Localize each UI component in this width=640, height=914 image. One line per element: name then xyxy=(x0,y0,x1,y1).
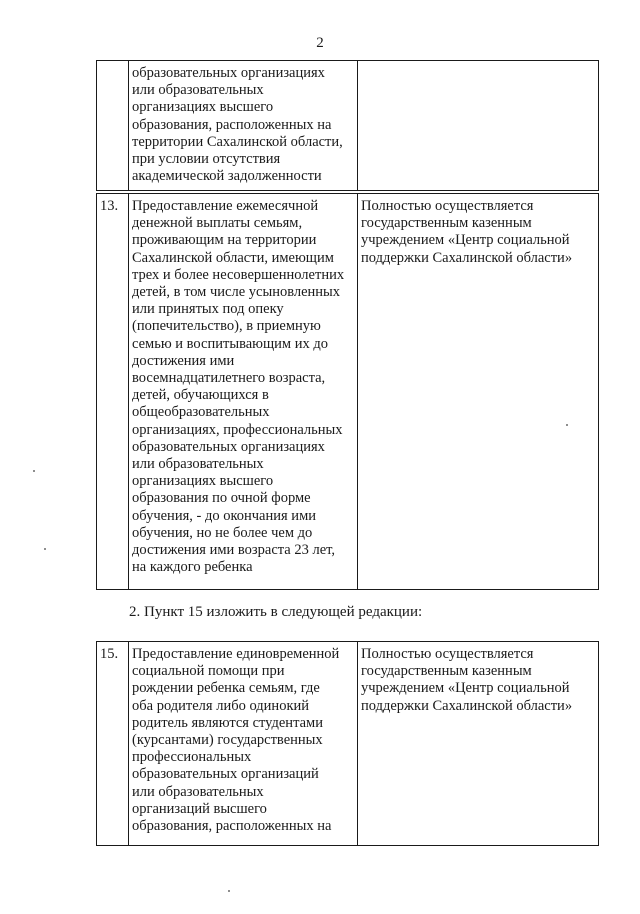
row-description-text xyxy=(132,198,353,576)
row-number-cell xyxy=(97,61,129,191)
text-line: оба родителя либо одинокий xyxy=(132,697,310,714)
text-line: образовательных организаций xyxy=(132,766,319,783)
text-line: Сахалинской области, имеющим xyxy=(132,249,334,266)
scan-speckle xyxy=(566,424,568,426)
text-line: трех и более несовершеннолетних xyxy=(132,266,345,283)
text-line: проживающим на территории xyxy=(132,232,317,249)
text-line: организациях высшего xyxy=(132,473,274,490)
text-line: территории Сахалинской области, xyxy=(132,133,343,150)
row-number-cell: 15. xyxy=(97,642,129,846)
text-line: учреждением «Центр социальной xyxy=(361,232,570,249)
text-line: обучения, - до окончания ими xyxy=(132,507,317,524)
row-executor-text xyxy=(361,646,594,715)
text-line: образовательных организациях xyxy=(132,438,325,455)
row-description-cell xyxy=(129,194,358,590)
scan-speckle xyxy=(44,548,46,550)
text-line: при условии отсутствия xyxy=(132,151,281,168)
text-line: поддержки Сахалинской области» xyxy=(361,697,573,714)
text-line: или образовательных xyxy=(132,456,264,473)
row-description-cell xyxy=(129,642,358,846)
table-row-15 xyxy=(96,641,599,846)
text-line: детей, обучающихся в xyxy=(132,387,269,404)
text-line: профессиональных xyxy=(132,749,252,766)
text-line: достижения ими возраста 23 лет, xyxy=(132,542,336,559)
text-line: поддержки Сахалинской области» xyxy=(361,249,573,266)
text-line: образования, расположенных на xyxy=(132,818,332,835)
text-line: социальной помощи при xyxy=(132,663,285,680)
row-executor-cell xyxy=(358,61,599,191)
text-line: родитель являются студентами xyxy=(132,714,323,731)
text-line: Полностью осуществляется xyxy=(361,646,534,662)
text-line: или образовательных xyxy=(132,783,264,800)
row-description-cell xyxy=(129,61,358,191)
text-line: организаций высшего xyxy=(132,800,267,817)
row-executor-cell xyxy=(358,642,599,846)
text-line: восемнадцатилетнего возраста, xyxy=(132,370,326,387)
scan-speckle xyxy=(228,890,230,892)
row-executor-cell xyxy=(358,194,599,590)
text-line: или принятых под опеку xyxy=(132,301,284,318)
row-executor-text xyxy=(361,198,594,267)
text-line: (попечительство), в приемную xyxy=(132,318,321,335)
table-row-continuation xyxy=(96,60,599,191)
amendment-instruction: 2. Пункт 15 изложить в следующей редакции: xyxy=(129,604,423,620)
text-line: детей, в том числе усыновленных xyxy=(132,284,341,301)
text-line: денежной выплаты семьям, xyxy=(132,215,303,232)
text-line: общеобразовательных xyxy=(132,404,270,421)
text-line: организациях высшего xyxy=(132,99,274,116)
text-line: образования по очной форме xyxy=(132,490,311,507)
row-description-text xyxy=(132,646,353,835)
text-line: обучения, но не более чем до xyxy=(132,524,313,541)
text-line: государственным казенным xyxy=(361,215,532,232)
row-description-text xyxy=(132,65,353,185)
text-line: (курсантами) государственных xyxy=(132,732,323,749)
text-line: академической задолженности xyxy=(132,168,322,185)
text-line: или образовательных xyxy=(132,82,264,99)
text-line: Предоставление единовременной xyxy=(132,646,340,662)
table-row-13 xyxy=(96,193,599,590)
text-line: образования, расположенных на xyxy=(132,116,332,133)
text-line: Предоставление ежемесячной xyxy=(132,198,319,214)
page-number: 2 xyxy=(316,35,324,51)
row-number-cell: 13. xyxy=(97,194,129,590)
text-line: организациях, профессиональных xyxy=(132,421,343,438)
text-line: Полностью осуществляется xyxy=(361,198,534,214)
scan-speckle xyxy=(33,470,35,472)
text-line: государственным казенным xyxy=(361,663,532,680)
text-line: на каждого ребенка xyxy=(132,559,253,576)
text-line: рождении ребенка семьям, где xyxy=(132,680,320,697)
text-line: учреждением «Центр социальной xyxy=(361,680,570,697)
text-line: достижения ими xyxy=(132,352,235,369)
text-line: образовательных организациях xyxy=(132,65,325,81)
text-line: семью и воспитывающим их до xyxy=(132,335,328,352)
